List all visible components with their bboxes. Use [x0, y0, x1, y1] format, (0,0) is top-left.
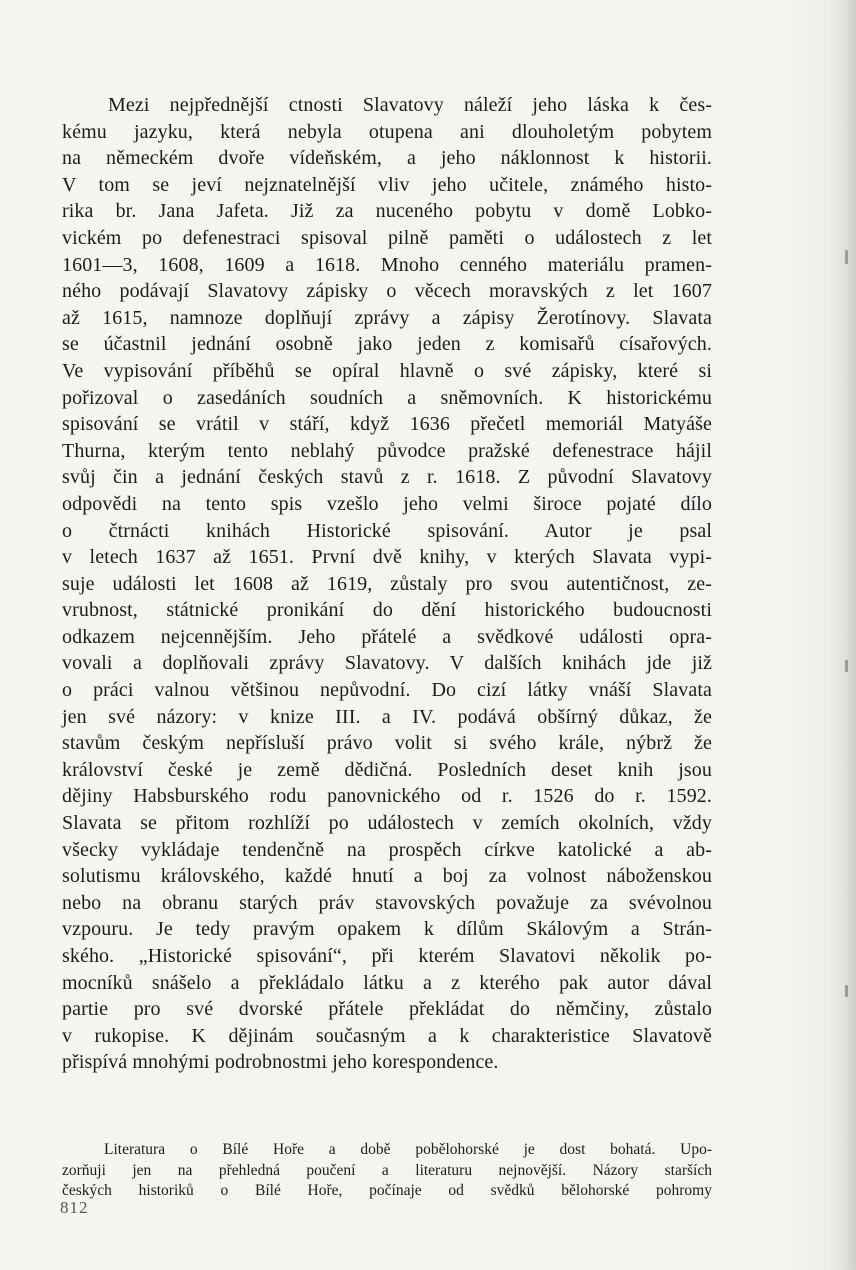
- text-line: na německém dvoře vídeňském, a jeho náklonnost k historii.: [62, 147, 712, 170]
- text-line: jen své názory: v knize III. a IV. podává obšírný důkaz, že: [62, 705, 712, 728]
- text-line: v rukopise. K dějinám současným a k charakteristice Slavatově: [62, 1024, 712, 1047]
- note-line: Literatura o Bílé Hoře a době pobělohorské je dost bohatá. Upo-: [104, 1141, 712, 1158]
- text-line: pořizoval o zasedáních soudních a sněmovních. K historickému: [62, 386, 712, 409]
- text-line: odpovědi na tento spis vzešlo jeho velmi široce pojaté dílo: [62, 492, 712, 515]
- footnote-block: [62, 1140, 712, 1202]
- text-line: stavům českým nepřísluší právo volit si svého krále, nýbrž že: [62, 732, 712, 755]
- text-line: ného podávají Slavatovy zápisky o věcech moravských z let 1607: [62, 280, 712, 303]
- page-number: 812: [60, 1198, 89, 1217]
- text-line: království české je země dědičná. Posledních deset knih jsou: [62, 758, 712, 781]
- text-line: mocníků snášelo a překládalo látku a z kterého pak autor dával: [62, 971, 712, 994]
- text-line: 1601—3, 1608, 1609 a 1618. Mnoho cenného materiálu pramen-: [62, 253, 712, 276]
- text-line: solutismu královského, každé hnutí a boj za volnost náboženskou: [62, 865, 712, 888]
- edge-mark: [845, 660, 848, 672]
- text-line: rika br. Jana Jafeta. Již za nuceného pobytu v domě Lobko-: [62, 200, 712, 223]
- text-line: spisování se vrátil v stáří, když 1636 přečetl memoriál Matyáše: [62, 413, 712, 436]
- text-line: dějiny Habsburského rodu panovnického od r. 1526 do r. 1592.: [62, 785, 712, 808]
- text-line: Ve vypisování příběhů se opíral hlavně o své zápisky, které si: [62, 359, 712, 382]
- text-line: o práci valnou většinou nepůvodní. Do cizí látky vnáší Slavata: [62, 679, 712, 702]
- text-line: vovali a doplňovali zprávy Slavatovy. V dalších knihách jde již: [62, 652, 712, 675]
- text-line: vzpouru. Je tedy pravým opakem k dílům Skálovým a Strán-: [62, 918, 712, 941]
- text-line: suje události let 1608 až 1619, zůstaly pro svou autentičnost, ze-: [62, 572, 712, 595]
- text-line: o čtrnácti knihách Historické spisování. Autor je psal: [62, 519, 712, 542]
- text-line: Thurna, kterým tento neblahý původce pražské defenestrace hájil: [62, 439, 712, 462]
- text-line: ského. „Historické spisování“, při kterém Slavatovi několik po-: [62, 945, 712, 967]
- text-line: vrubnost, státnické pronikání do dění historického budoucnosti: [62, 599, 712, 622]
- edge-mark: [845, 250, 848, 264]
- text-line: Mezi nejpřednější ctnosti Slavatovy náleží jeho láska k čes-: [108, 94, 712, 116]
- text-line: všecky vykládaje tendenčně na prospěch církve katolické a ab-: [62, 838, 712, 861]
- text-line: až 1615, namnoze doplňují zprávy a zápisy Žerotínovy. Slavata: [62, 306, 712, 329]
- text-line: kému jazyku, která nebyla otupena ani dlouholetým pobytem: [62, 120, 712, 143]
- note-line: českých historiků o Bílé Hoře, počínaje od svědků bělohorské pohromy: [62, 1182, 712, 1199]
- text-line: partie pro své dvorské přátele překládat do němčiny, zůstalo: [62, 998, 712, 1021]
- text-line: svůj čin a jednání českých stavů z r. 1618. Z původní Slavatovy: [62, 466, 712, 489]
- text-line: odkazem nejcennějším. Jeho přátelé a svědkové události opra-: [62, 625, 712, 648]
- text-line: nebo na obranu starých práv stavovských považuje za svévolnou: [62, 891, 712, 914]
- text-line: v letech 1637 až 1651. První dvě knihy, v kterých Slavata vypi-: [62, 546, 712, 569]
- text-line: Slavata se přitom rozhlíží po událostech v zemích okolních, vždy: [62, 812, 712, 835]
- edge-mark: [845, 985, 848, 997]
- page-edge-shadow: [830, 0, 856, 1270]
- note-line: zorňuji jen na přehledná poučení a literaturu nejnovější. Názory starších: [62, 1161, 712, 1179]
- text-line: vickém po defenestraci spisoval pilně paměti o událostech z let: [62, 226, 712, 249]
- text-line: V tom se jeví nejznatelnější vliv jeho učitele, známého histo-: [62, 173, 712, 196]
- text-line: přispívá mnohými podrobnostmi jeho korespondence.: [62, 1051, 499, 1074]
- main-text: [62, 92, 712, 1076]
- text-line: se účastnil jednání osobně jako jeden z komisařů císařových.: [62, 333, 712, 356]
